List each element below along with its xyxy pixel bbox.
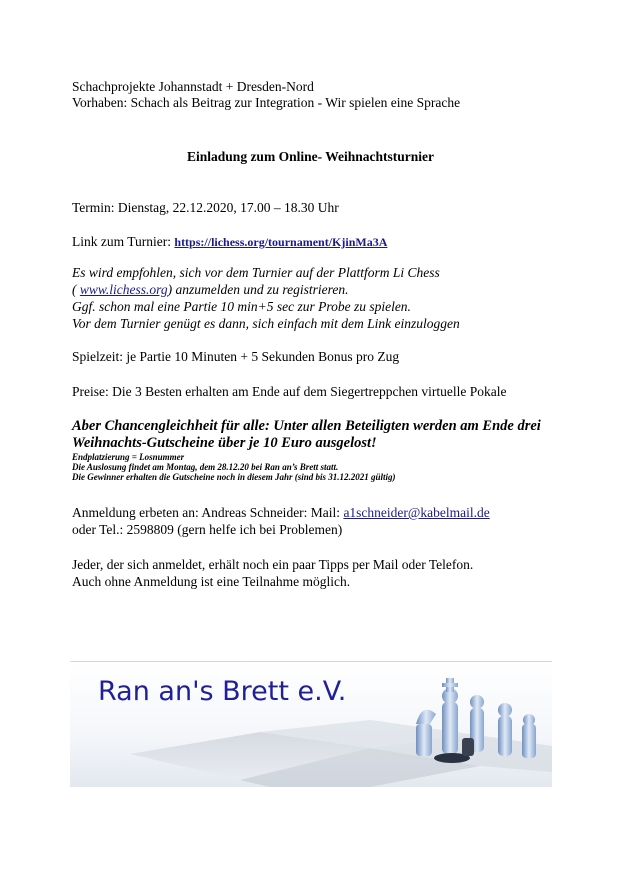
chance-small-2: Die Auslosung findet am Montag, dem 28.12.20 bei Ran an’s Brett statt. (72, 462, 339, 472)
recommend-suffix: ) anzumelden und zu registrieren. (167, 282, 349, 297)
tournament-link-label: Link zum Turnier: (72, 234, 175, 249)
anmeldung-line-1 (72, 505, 490, 521)
anmeldung-prefix: Anmeldung erbeten an: Andreas Schneider: Mail: (72, 505, 344, 520)
recommend-line-2 (72, 282, 349, 298)
club-banner (70, 661, 552, 787)
page-title: Einladung zum Online- Weihnachtsturnier (187, 149, 434, 164)
tournament-link-row (72, 234, 387, 250)
spielzeit-text: Spielzeit: je Partie 10 Minuten + 5 Sekunden Bonus pro Zug (72, 349, 400, 364)
recommend-line-3: Ggf. schon mal eine Partie 10 min+5 sec zur Probe zu spielen. (72, 299, 411, 314)
header-line-2: Vorhaben: Schach als Beitrag zur Integration - Wir spielen eine Sprache (72, 95, 461, 110)
chance-small-1: Endplatzierung = Losnummer (72, 452, 185, 462)
recommend-line-1: Es wird empfohlen, sich vor dem Turnier auf der Plattform Li Chess (72, 265, 440, 280)
recommend-prefix: ( (72, 282, 80, 297)
email-link[interactable]: a1schneider@kabelmail.de (343, 505, 490, 520)
recommend-line-4: Vor dem Turnier genügt es dann, sich einfach mit dem Link einzuloggen (72, 316, 460, 331)
chance-small-3: Die Gewinner erhalten die Gutscheine noch in diesem Jahr (sind bis 31.12.2021 gültig) (72, 472, 396, 482)
anmeldung-line-2: oder Tel.: 2598809 (gern helfe ich bei Problemen) (72, 522, 343, 537)
chance-line-1: Aber Chancengleichheit für alle: Unter allen Beteiligten werden am Ende drei (72, 418, 541, 434)
header-line-1: Schachprojekte Johannstadt + Dresden-Nord (72, 79, 314, 94)
termin-text: Termin: Dienstag, 22.12.2020, 17.00 – 18.30 Uhr (72, 200, 339, 215)
chance-line-2: Weihnachts-Gutscheine über je 10 Euro ausgelost! (72, 435, 377, 451)
preise-text: Preise: Die 3 Besten erhalten am Ende auf dem Siegertreppchen virtuelle Pokale (72, 384, 507, 399)
club-name: Ran an's Brett e.V. (98, 676, 347, 707)
footer-line-1: Jeder, der sich anmeldet, erhält noch ein paar Tipps per Mail oder Telefon. (72, 557, 474, 572)
tournament-link[interactable]: https://lichess.org/tournament/KjinMa3A (174, 235, 388, 249)
lichess-link[interactable]: www.lichess.org (79, 282, 168, 297)
footer-line-2: Auch ohne Anmeldung ist eine Teilnahme möglich. (72, 574, 351, 589)
